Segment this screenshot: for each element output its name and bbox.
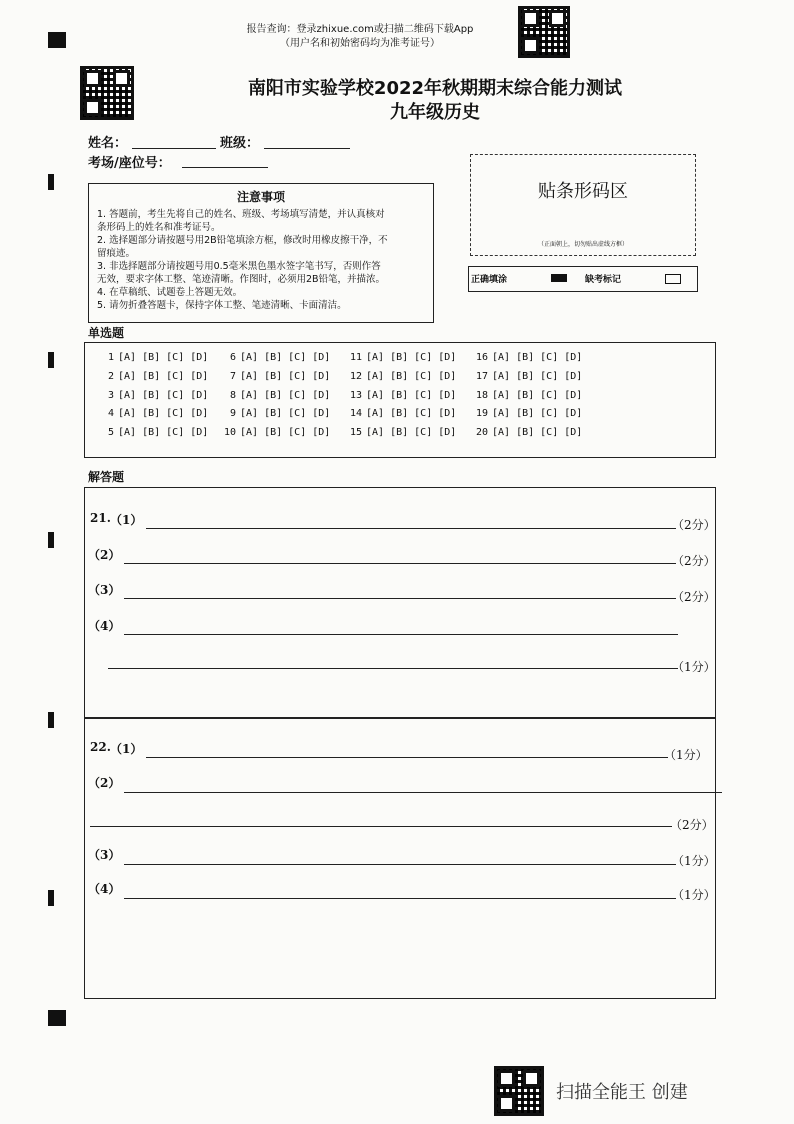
q22-number: 22. [90, 740, 111, 754]
choice-number: 4 [107, 408, 114, 419]
choice-row[interactable] [98, 371, 208, 382]
choice-number: 2 [107, 371, 114, 382]
timing-mark [48, 532, 54, 548]
class-field[interactable] [264, 148, 350, 149]
fill-example-box [468, 266, 698, 292]
q22-part2-line[interactable] [124, 792, 722, 793]
choice-options[interactable]: [A] [B] [C] [D] [492, 408, 583, 419]
choice-number: 13 [349, 390, 362, 401]
choice-options[interactable]: [A] [B] [C] [D] [366, 371, 457, 382]
q22-part4-label: （4） [88, 882, 121, 896]
notice-line: 无效，要求字体工整、笔迹清晰。作图时，必须用2B铅笔，并描浓。 [97, 274, 386, 285]
choice-number: 19 [475, 408, 488, 419]
choice-options[interactable]: [A] [B] [C] [D] [118, 408, 209, 419]
choice-row[interactable] [346, 408, 456, 419]
timing-mark [48, 352, 54, 368]
q21-part1-label: （1） [110, 513, 143, 527]
choice-number: 7 [229, 371, 236, 382]
q22-part3-score: （1分） [672, 854, 716, 868]
choice-row[interactable] [346, 352, 456, 363]
barcode-title: 贴条形码区 [538, 181, 628, 202]
q22-box [84, 717, 716, 999]
q22-part1-line[interactable] [146, 757, 668, 758]
q22-part4-score: （1分） [672, 888, 716, 902]
choice-options[interactable]: [A] [B] [C] [D] [366, 408, 457, 419]
q22-part4-line[interactable] [124, 898, 676, 899]
choice-options[interactable]: [A] [B] [C] [D] [366, 352, 457, 363]
q22-part3-label: （3） [88, 848, 121, 862]
class-label: 班级： [220, 136, 260, 151]
choice-row[interactable] [220, 408, 330, 419]
notice-line: 1. 答题前，考生先将自己的姓名、班级、考场填写清楚，并认真核对 [97, 209, 385, 220]
q21-part4-label: （4） [88, 619, 121, 633]
choice-options[interactable]: [A] [B] [C] [D] [366, 390, 457, 401]
choice-options[interactable]: [A] [B] [C] [D] [492, 371, 583, 382]
choice-number: 5 [107, 427, 114, 438]
q21-number: 21. [90, 511, 111, 525]
exam-title: 南阳市实验学校2022年秋期期末综合能力测试 [247, 78, 623, 99]
timing-mark [48, 174, 54, 190]
qr-code-top-right [518, 6, 570, 58]
q21-part4-score: （1分） [672, 660, 716, 674]
qr-code-left [80, 66, 134, 120]
q22-part1-label: （1） [110, 742, 143, 756]
timing-mark [48, 712, 54, 728]
notice-line: 留痕迹。 [97, 248, 136, 259]
seat-label: 考场/座位号： [88, 156, 171, 171]
q21-part1-line[interactable] [146, 528, 676, 529]
q22-part2-label: （2） [88, 776, 121, 790]
choice-row[interactable] [98, 408, 208, 419]
notice-line: 4. 在草稿纸、试题卷上答题无效。 [97, 287, 243, 298]
scanner-watermark: 扫描全能王 创建 [556, 1082, 688, 1103]
barcode-note: （正面朝上，切勿贴出虚线方框） [537, 241, 628, 248]
choice-row[interactable] [220, 371, 330, 382]
q21-part2-line[interactable] [124, 563, 676, 564]
choice-row[interactable] [346, 371, 456, 382]
absent-mark-box[interactable] [665, 274, 681, 284]
choice-number: 1 [107, 352, 114, 363]
q21-part3-label: （3） [88, 583, 121, 597]
choice-options[interactable]: [A] [B] [C] [D] [492, 390, 583, 401]
notice-line: 3. 非选择题部分请按题号用0.5毫米黑色墨水签字笔书写，否则作答 [97, 261, 381, 272]
absent-label: 缺考标记 [585, 275, 622, 285]
query-info-line1: 报告查询：登录zhixue.com或扫描二维码下载App [246, 24, 474, 35]
q21-box [84, 487, 716, 719]
choice-row[interactable] [472, 408, 582, 419]
choice-row[interactable] [472, 371, 582, 382]
choice-options[interactable]: [A] [B] [C] [D] [118, 427, 209, 438]
choice-options[interactable]: [A] [B] [C] [D] [240, 371, 331, 382]
choice-options[interactable]: [A] [B] [C] [D] [366, 427, 457, 438]
scanner-qr-icon [494, 1066, 544, 1116]
choice-options[interactable]: [A] [B] [C] [D] [118, 371, 209, 382]
name-label: 姓名： [88, 136, 128, 151]
q22-part1-score: （1分） [664, 748, 708, 762]
choice-number: 20 [475, 427, 488, 438]
choice-options[interactable]: [A] [B] [C] [D] [240, 408, 331, 419]
choice-row[interactable] [346, 390, 456, 401]
position-mark-bottom [48, 1010, 66, 1026]
choice-number: 3 [107, 390, 114, 401]
notice-title: 注意事项 [236, 190, 285, 204]
choice-number: 11 [349, 352, 362, 363]
barcode-area [470, 154, 696, 256]
correct-fill-label: 正确填涂 [471, 275, 508, 285]
choice-options[interactable]: [A] [B] [C] [D] [492, 352, 583, 363]
q21-part3-line[interactable] [124, 598, 676, 599]
seat-field[interactable] [182, 167, 268, 168]
choice-number: 17 [475, 371, 488, 382]
choice-row[interactable] [98, 427, 208, 438]
exam-subject: 九年级历史 [390, 102, 480, 123]
notice-box [88, 183, 434, 323]
choice-row[interactable] [220, 427, 330, 438]
q21-part2-label: （2） [88, 548, 121, 562]
choice-number: 9 [229, 408, 236, 419]
correct-fill-sample [551, 274, 567, 282]
choice-options[interactable]: [A] [B] [C] [D] [118, 352, 209, 363]
name-field[interactable] [132, 148, 216, 149]
answer-section-label: 解答题 [88, 470, 125, 484]
choice-row[interactable] [98, 390, 208, 401]
choice-row[interactable] [220, 390, 330, 401]
q22-part2-score: （2分） [670, 818, 714, 832]
choice-row[interactable] [220, 352, 330, 363]
choice-options[interactable]: [A] [B] [C] [D] [240, 352, 331, 363]
timing-mark [48, 890, 54, 906]
choice-number: 18 [475, 390, 488, 401]
q22-part2-line2[interactable] [90, 826, 672, 827]
choice-options[interactable]: [A] [B] [C] [D] [240, 390, 331, 401]
notice-line: 5. 请勿折叠答题卡，保持字体工整、笔迹清晰、卡面清洁。 [97, 300, 347, 311]
choice-number: 16 [475, 352, 488, 363]
choice-number: 10 [223, 427, 236, 438]
choice-number: 12 [349, 371, 362, 382]
choice-row[interactable] [472, 427, 582, 438]
q21-part4-line[interactable] [124, 634, 678, 635]
q22-part3-line[interactable] [124, 864, 676, 865]
choice-number: 14 [349, 408, 362, 419]
choice-number: 8 [229, 390, 236, 401]
choice-row[interactable] [346, 427, 456, 438]
choice-options[interactable]: [A] [B] [C] [D] [240, 427, 331, 438]
choice-row[interactable] [98, 352, 208, 363]
choice-options[interactable]: [A] [B] [C] [D] [492, 427, 583, 438]
q21-part1-score: （2分） [672, 518, 716, 532]
choice-options[interactable]: [A] [B] [C] [D] [118, 390, 209, 401]
q21-part4-line2[interactable] [108, 668, 678, 669]
single-choice-label: 单选题 [88, 326, 125, 340]
notice-line: 条形码上的姓名和准考证号。 [97, 222, 221, 233]
q21-part2-score: （2分） [672, 554, 716, 568]
choice-number: 6 [229, 352, 236, 363]
query-info-line2: （用户名和初始密码均为准考证号） [280, 38, 440, 49]
choice-row[interactable] [472, 352, 582, 363]
choice-row[interactable] [472, 390, 582, 401]
position-mark-top [48, 32, 66, 48]
choice-number: 15 [349, 427, 362, 438]
notice-line: 2. 选择题部分请按题号用2B铅笔填涂方框，修改时用橡皮擦干净，不 [97, 235, 388, 246]
q21-part3-score: （2分） [672, 590, 716, 604]
